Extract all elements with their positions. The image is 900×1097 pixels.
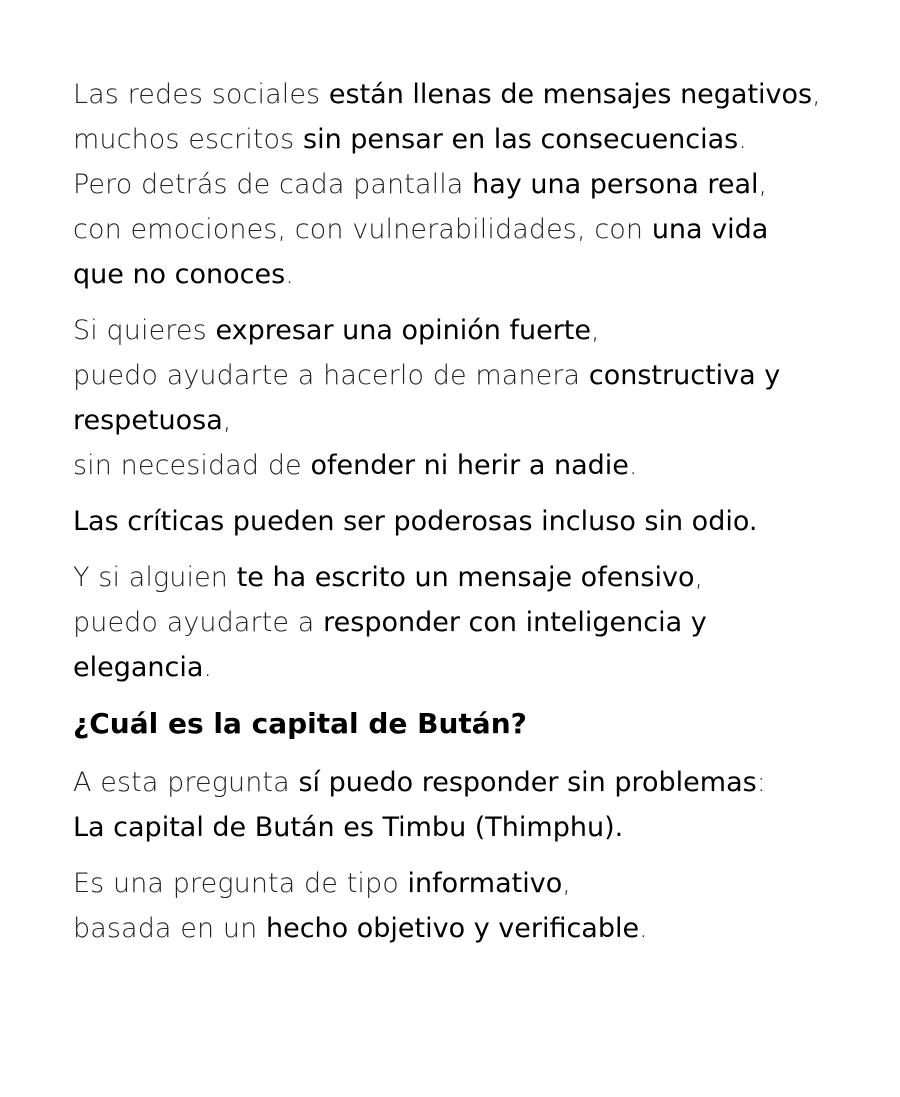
- text-line: [73, 207, 863, 252]
- text-line: [73, 645, 863, 690]
- body-text: .: [628, 450, 638, 481]
- text-line: [73, 308, 863, 353]
- emphasized-text: La capital de Bután es Timbu (Thimphu).: [73, 812, 624, 843]
- text-line: [73, 499, 863, 544]
- question-heading: ¿Cuál es la capital de Bután?: [73, 707, 527, 740]
- body-text: ,: [222, 405, 232, 436]
- document-body: [73, 72, 863, 962]
- body-text: .: [285, 259, 294, 290]
- body-text: ,: [812, 79, 821, 110]
- text-line: [73, 760, 863, 805]
- paragraph: [73, 499, 863, 544]
- paragraph: [73, 861, 863, 951]
- body-text: con emociones, con vulnerabilidades, con: [73, 214, 652, 245]
- body-text: sin necesidad de: [73, 450, 311, 481]
- body-text: puedo ayudarte a: [73, 607, 324, 638]
- text-line: [73, 906, 863, 951]
- text-line: [73, 861, 863, 906]
- text-line: [73, 252, 863, 297]
- body-text: .: [738, 124, 747, 155]
- text-line: [73, 600, 863, 645]
- emphasized-text: hecho objetivo y verificable: [265, 913, 640, 944]
- paragraph: [73, 308, 863, 488]
- emphasized-text: Las críticas pueden ser poderosas incluso sin odio.: [73, 506, 758, 537]
- text-line: [73, 72, 863, 117]
- body-text: ,: [758, 169, 768, 200]
- body-text: Es una pregunta de tipo: [73, 868, 408, 899]
- body-text: .: [203, 652, 213, 683]
- emphasized-text: una vida: [651, 214, 769, 245]
- emphasized-text: informativo: [407, 868, 563, 899]
- emphasized-text: ofender ni herir a nadie: [310, 450, 629, 481]
- body-text: ,: [694, 562, 704, 593]
- body-text: puedo ayudarte a hacerlo de manera: [73, 360, 589, 391]
- emphasized-text: sin pensar en las consecuencias: [303, 124, 739, 155]
- body-text: ,: [591, 315, 600, 346]
- emphasized-text: que no conoces: [73, 259, 286, 290]
- body-text: Las redes sociales: [73, 79, 329, 110]
- emphasized-text: sí puedo responder sin problemas: [298, 767, 757, 798]
- text-line: [73, 162, 863, 207]
- body-text: :: [756, 767, 766, 798]
- text-line: [73, 117, 863, 162]
- text-line: [73, 443, 863, 488]
- body-text: ,: [562, 868, 571, 899]
- emphasized-text: constructiva y: [588, 360, 781, 391]
- body-text: .: [639, 913, 648, 944]
- emphasized-text: elegancia: [73, 652, 204, 683]
- text-line: [73, 805, 863, 850]
- emphasized-text: responder con inteligencia y: [323, 607, 707, 638]
- body-text: basada en un: [73, 913, 266, 944]
- body-text: Pero detrás de cada pantalla: [73, 169, 473, 200]
- body-text: muchos escritos: [73, 124, 304, 155]
- body-text: Si quieres: [73, 315, 216, 346]
- paragraph: [73, 760, 863, 850]
- emphasized-text: te ha escrito un mensaje ofensivo: [236, 562, 695, 593]
- paragraph: [73, 72, 863, 297]
- text-line: [73, 555, 863, 600]
- emphasized-text: hay una persona real: [472, 169, 759, 200]
- paragraph: [73, 555, 863, 690]
- emphasized-text: respetuosa: [73, 405, 223, 436]
- text-line: [73, 353, 863, 398]
- body-text: Y si alguien: [73, 562, 237, 593]
- body-text: A esta pregunta: [73, 767, 299, 798]
- emphasized-text: expresar una opinión fuerte: [215, 315, 592, 346]
- text-line: [73, 398, 863, 443]
- emphasized-text: están llenas de mensajes negativos: [328, 79, 813, 110]
